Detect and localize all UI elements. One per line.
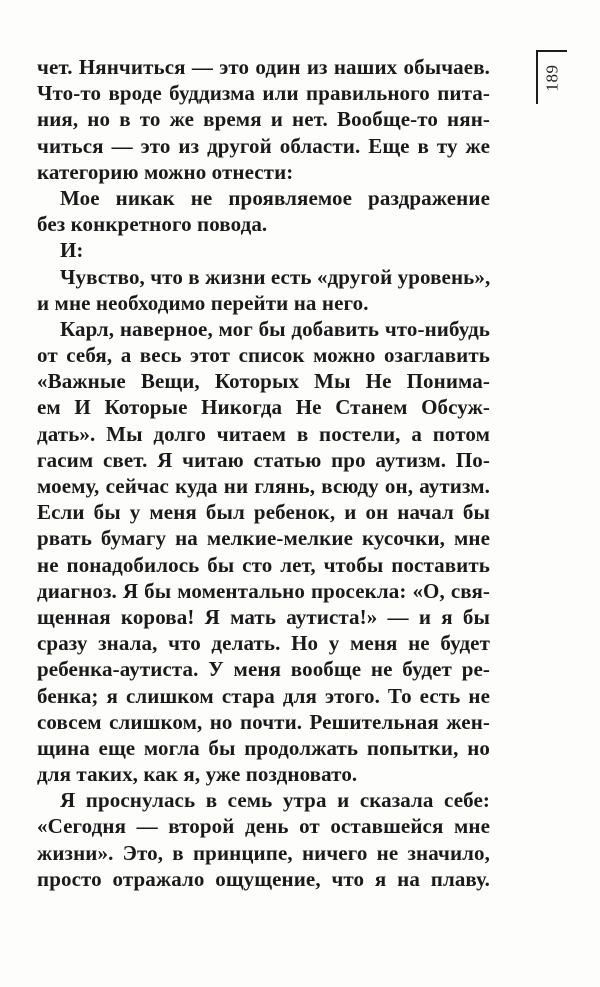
text-line: и мне необходимо перейти на него. [37, 290, 369, 315]
text-line: Чувство, что в жизни есть «другой уровень», [60, 264, 491, 289]
text-line: от себя, а весь этот список можно озаглавить [37, 343, 490, 368]
text-line: ния, но в то же время и нет. Вообще-то нян- [37, 107, 490, 132]
text-line: «Важные Вещи, Которых Мы Не Понима- [37, 369, 490, 394]
text-line: жизни». Это, в принципе, ничего не значило, [37, 840, 490, 865]
page-number: 189 [542, 64, 562, 92]
text-line: Если бы у меня был ребенок, и он начал бы [37, 500, 490, 525]
text-block [37, 54, 490, 892]
text-line: дать». Мы долго читаем в постели, а потом [37, 421, 490, 446]
text-line: диагноз. Я бы моментально просекла: «О, свя- [37, 578, 490, 603]
text-line: И: [60, 238, 84, 263]
text-line: читься — это из другой области. Еще в ту же [37, 133, 490, 158]
text-line: Карл, наверное, мог бы добавить что-нибудь [60, 316, 490, 341]
text-line: не понадобилось бы сто лет, чтобы поставить [37, 552, 490, 577]
text-line: Я проснулась в семь утра и сказала себе: [60, 788, 490, 813]
text-line: моему, сейчас куда ни глянь, всюду он, аутизм. [37, 474, 490, 498]
text-line: гасим свет. Я читаю статью про аутизм. По- [37, 447, 490, 472]
text-line: для таких, как я, уже поздновато. [37, 762, 358, 787]
text-line: просто отражало ощущение, что я на плаву. [37, 866, 490, 891]
page-number-bracket [536, 50, 567, 104]
text-line: сразу знала, что делать. Но у меня не будет [37, 631, 490, 656]
text-line: бенка; я слишком стара для этого. То есть не [37, 683, 490, 708]
text-line: рвать бумагу на мелкие-мелкие кусочки, мне [37, 526, 490, 551]
text-line: категорию можно отнести: [37, 159, 294, 184]
text-line: совсем слишком, но почти. Решительная жен- [37, 709, 490, 734]
text-line: щенная корова! Я мать аутиста!» — и я бы [37, 604, 490, 629]
text-line: ребенка-аутиста. У меня вообще не будет ре- [37, 657, 490, 682]
text-line: Что-то вроде буддизма или правильного пита- [37, 81, 490, 106]
text-line: щина еще могла бы продолжать попытки, но [37, 735, 490, 760]
text-line: чет. Нянчиться — это один из наших обычаев. [37, 55, 490, 79]
text-line: «Сегодня — второй день от оставшейся мне [37, 814, 490, 839]
text-line: Мое никак не проявляемое раздражение [60, 185, 490, 210]
text-line: ем И Которые Никогда Не Станем Обсуж- [37, 395, 490, 420]
text-line: без конкретного повода. [37, 212, 268, 237]
